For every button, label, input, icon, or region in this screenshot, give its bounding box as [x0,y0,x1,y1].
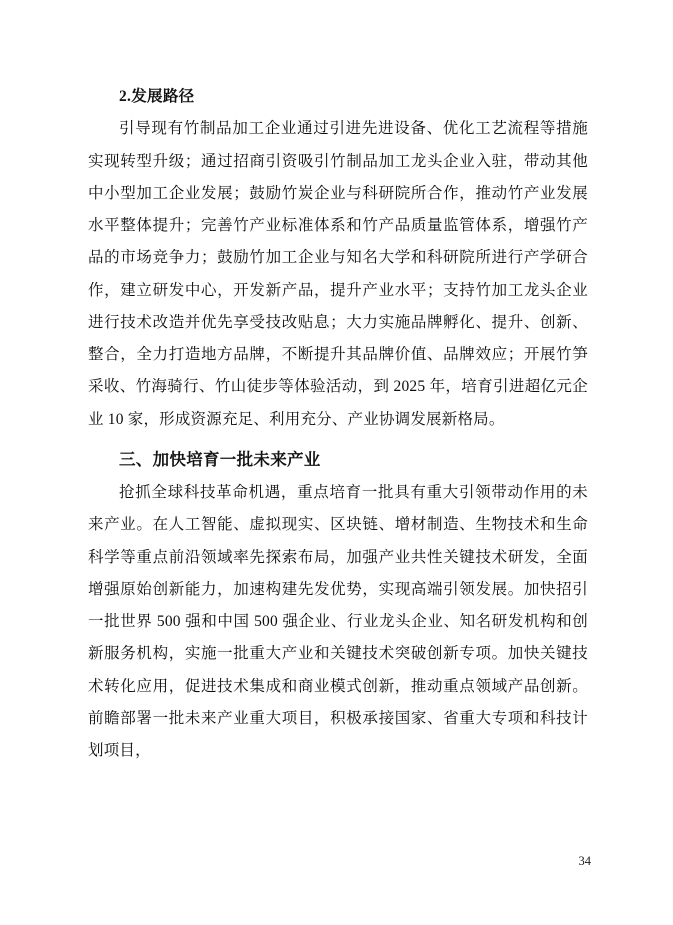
page-number: 34 [578,854,591,868]
section-heading-future-industries: 三、加快培育一批未来产业 [119,449,321,469]
page-content [88,82,588,767]
paragraph-future-industries: 抢抓全球科技革命机遇，重点培育一批具有重大引领带动作用的未来产业。在人工智能、虚拟现实、区块链、增材制造、生物技术和生命科学等重点前沿领域率先探索布局，加强产业共性关键技术研发，全面增强原始创新能力，加速构建先发优势，实现高端引领发展。加快招引一批世界 500 强和中国 500 强企业、行业龙头企业、知名研发机构和创新服务机构，实施一批重大产业和关键技术突破创新专项。加快关键技术转化应用，促进技术集成和商业模式创新，推动重点领域产品创新。前瞻部署一批未来产业重大项目，积极承接国家、省重大专项和科技计划项目， [88,484,588,759]
paragraph-development-path: 引导现有竹制品加工企业通过引进先进设备、优化工艺流程等措施实现转型升级；通过招商引资吸引竹制品加工龙头企业入驻，带动其他中小型加工企业发展；鼓励竹炭企业与科研院所合作，推动竹产业发展水平整体提升；完善竹产业标准体系和竹产品质量监管体系，增强竹产品的市场竞争力；鼓励竹加工企业与知名大学和科研院所进行产学研合作，建立研发中心，开发新产品，提升产业水平；支持竹加工龙头企业进行技术改造并优先享受技改贴息；大力实施品牌孵化、提升、创新、整合，全力打造地方品牌，不断提升其品牌价值、品牌效应；开展竹笋采收、竹海骑行、竹山徒步等体验活动，到 2025 年，培育引进超亿元企业 10 家，形成资源充足、利用充分、产业协调发展新格局。 [88,120,588,428]
section-heading-development-path: 2.发展路径 [119,88,195,105]
